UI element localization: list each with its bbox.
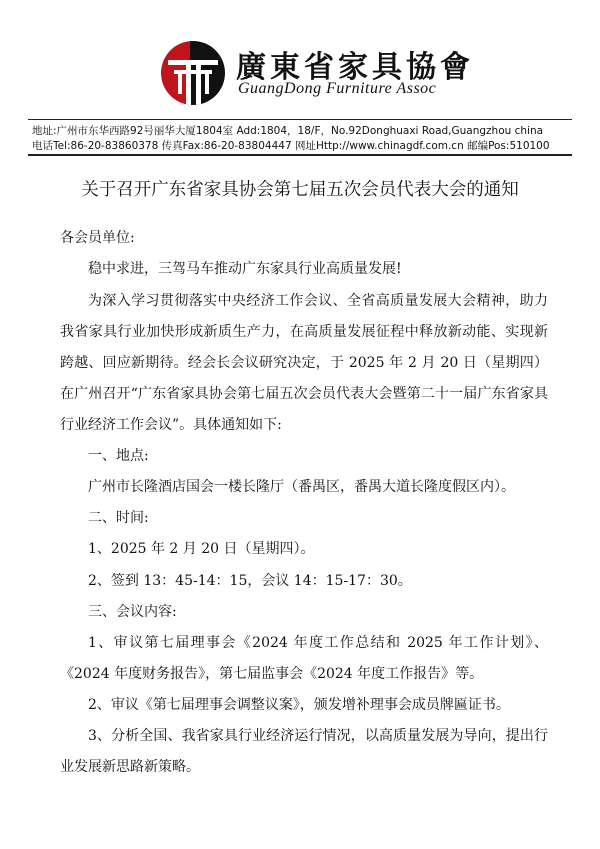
divider bbox=[28, 119, 572, 120]
time-item: 1、2025 年 2 月 20 日（星期四）。 bbox=[88, 541, 315, 557]
time-item: 2、签到 13：45-14：15，会议 14：15-17：30。 bbox=[88, 573, 412, 589]
contact-line: 电话Tel:86-20-83860378 传真Fax:86-20-83804447 网址Http://www.chinagdf.com.cn 邮编Pos:510100 bbox=[32, 140, 550, 152]
salutation: 各会员单位: bbox=[60, 230, 135, 246]
section-heading-place: 一、地点: bbox=[88, 448, 149, 464]
document-title: 关于召开广东省家具协会第七届五次会员代表大会的通知 bbox=[81, 180, 519, 200]
content-item: 3、分析全国、我省家具行业经济运行情况，以高质量发展为导向，提出行业发展新思路新策略。 bbox=[60, 728, 548, 775]
place-text: 广州市长隆酒店国会一楼长隆厅（番禺区，番禺大道长隆度假区内）。 bbox=[88, 479, 515, 495]
slogan-paragraph: 稳中求进，三驾马车推动广东家具行业高质量发展! bbox=[88, 261, 402, 277]
association-logo bbox=[160, 40, 226, 106]
letterhead bbox=[0, 0, 600, 150]
content-item: 2、审议《第七届理事会调整议案》，颁发增补理事会成员牌匾证书。 bbox=[88, 697, 510, 713]
section-heading-content: 三、会议内容: bbox=[88, 604, 177, 620]
intro-paragraph: 为深入学习贯彻落实中央经济工作会议、全省高质量发展大会精神，助力我省家具行业加快形成新质生产力，在高质量发展征程中释放新动能、实现新跨越、回应新期待。经会长会议研究决定，于 2025 年 2 月 20 日（星期四）在广州召开“广东省家具协会第七届五次会员代表大会暨第二十一届广东省家具行业经济工作会议”。具体通知如下: bbox=[60, 293, 548, 433]
section-heading-time: 二、时间: bbox=[88, 510, 149, 526]
org-name-english: GuangDong Furniture Assoc bbox=[238, 80, 437, 97]
content-item: 1、审议第七届理事会《2024 年度工作总结和 2025 年工作计划》、《2024 年度财务报告》，第七届监事会《2024 年度工作报告》等。 bbox=[60, 635, 548, 682]
divider bbox=[28, 154, 572, 156]
org-name-chinese: 廣東省家具協會 bbox=[236, 50, 474, 85]
address-line: 地址:广州市东华西路92号丽华大厦1804室 Add:1804，18/F，No.92Donghuaxi Road,Guangzhou china bbox=[32, 125, 544, 137]
